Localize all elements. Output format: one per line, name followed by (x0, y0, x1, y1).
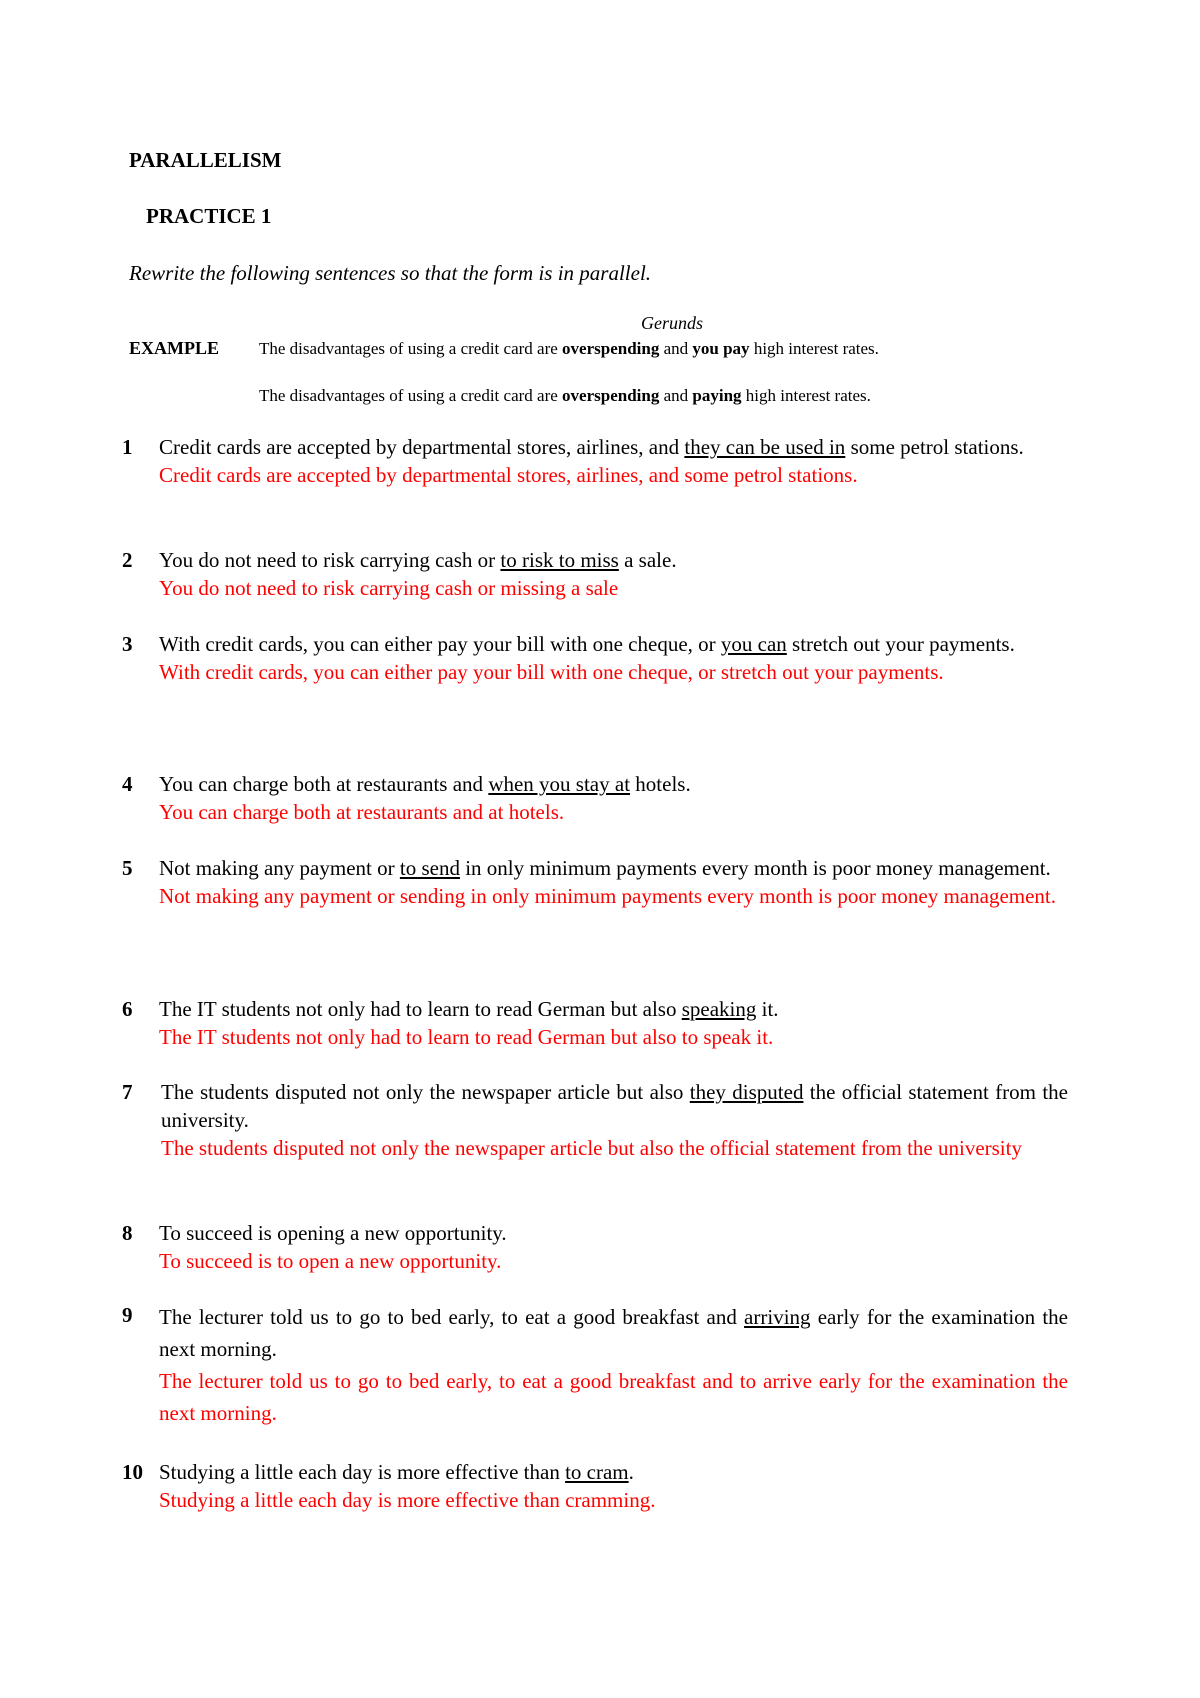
question-text: You can charge both at restaurants and when you stay at hotels. (159, 772, 691, 796)
question-item (122, 1078, 1068, 1162)
question-number: 6 (122, 997, 133, 1021)
question-number: 9 (122, 1303, 133, 1327)
answer-text: The IT students not only had to learn to read German but also to speak it. (159, 1025, 774, 1049)
question-item (122, 433, 1068, 489)
question-text: The lecturer told us to go to bed early, to eat a good breakfast and arriving early for the examination the next morning. (159, 1305, 1068, 1361)
question-text: To succeed is opening a new opportunity. (159, 1221, 507, 1245)
answer-text: You do not need to risk carrying cash or missing a sale (159, 576, 619, 600)
answer-text: The lecturer told us to go to bed early, to eat a good breakfast and to arrive early for the examination the next morning. (159, 1369, 1068, 1425)
question-text: The IT students not only had to learn to read German but also speaking it. (159, 997, 779, 1021)
page-title: PARALLELISM (129, 148, 282, 172)
question-text: Studying a little each day is more effective than to cram. (159, 1460, 634, 1484)
question-text: You do not need to risk carrying cash or to risk to miss a sale. (159, 548, 677, 572)
question-item (122, 1301, 1068, 1429)
question-item (122, 546, 1068, 602)
question-text: With credit cards, you can either pay your bill with one cheque, or you can stretch out your payments. (159, 632, 1015, 656)
question-number: 4 (122, 772, 133, 796)
question-number: 8 (122, 1221, 133, 1245)
question-number: 1 (122, 435, 133, 459)
instruction-text: Rewrite the following sentences so that the form is in parallel. (129, 261, 652, 285)
question-item (122, 1219, 1068, 1275)
answer-text: Credit cards are accepted by departmental stores, airlines, and some petrol stations. (159, 463, 858, 487)
question-item (122, 1458, 1068, 1514)
answer-text: Studying a little each day is more effective than cramming. (159, 1488, 656, 1512)
question-item (122, 854, 1068, 910)
example-label: EXAMPLE (129, 338, 219, 358)
question-number: 5 (122, 856, 133, 880)
question-item (122, 630, 1068, 686)
example-original: The disadvantages of using a credit card are overspending and you pay high interest rates. (259, 339, 879, 358)
question-text: Credit cards are accepted by departmental stores, airlines, and they can be used in some petrol stations. (159, 435, 1024, 459)
question-text: The students disputed not only the newspaper article but also they disputed the official statement from the university. (161, 1080, 1068, 1132)
question-text: Not making any payment or to send in only minimum payments every month is poor money management. (159, 856, 1051, 880)
answer-text: To succeed is to open a new opportunity. (159, 1249, 502, 1273)
answer-text: You can charge both at restaurants and at hotels. (159, 800, 565, 824)
question-number: 10 (122, 1460, 143, 1484)
answer-text: With credit cards, you can either pay your bill with one cheque, or stretch out your payments. (159, 660, 944, 684)
question-number: 3 (122, 632, 133, 656)
example-corrected: The disadvantages of using a credit card are overspending and paying high interest rates. (259, 386, 871, 405)
question-item (122, 995, 1068, 1051)
example-heading: Gerunds (641, 313, 703, 333)
question-item (122, 770, 1068, 826)
question-number: 7 (122, 1080, 133, 1104)
question-number: 2 (122, 548, 133, 572)
practice-heading: PRACTICE 1 (146, 204, 272, 228)
answer-text: The students disputed not only the newspaper article but also the official statement from the university (161, 1136, 1022, 1160)
answer-text: Not making any payment or sending in only minimum payments every month is poor money management. (159, 884, 1057, 908)
